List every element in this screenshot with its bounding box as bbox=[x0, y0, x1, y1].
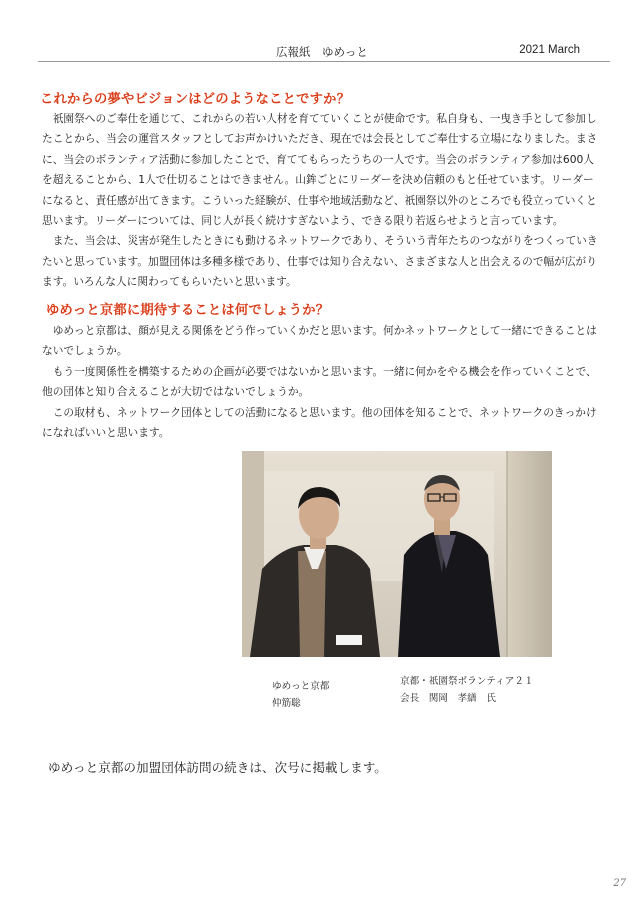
caption-line: ゆめっと京都 bbox=[272, 681, 330, 692]
caption-line: 仲筋聡 bbox=[272, 698, 301, 709]
section-heading-expectations: ゆめっと京都に期待することは何でしょうか？ bbox=[46, 303, 330, 318]
closing-note: ゆめっと京都の加盟団体訪問の続きは、次号に掲載します。 bbox=[48, 760, 387, 775]
caption-line: 京都・祇園祭ボランティア２１ bbox=[400, 676, 534, 687]
header-divider bbox=[38, 61, 610, 62]
paragraph: また、当会は、災害が発生したときにも動けるネットワークであり、そういう青年たちのつながりをつくっていきたいと思っています。加盟団体は多種多様であり、仕事では知り合えない、さまざまな人と出会えるので幅が広がります。いろんな人に関わってもらいたいと思います。 bbox=[42, 234, 598, 289]
newsletter-name: 広報紙 ゆめっと bbox=[276, 45, 368, 59]
section-body-vision bbox=[42, 109, 602, 293]
interview-photo-illustration bbox=[242, 451, 552, 657]
paragraph: この取材も、ネットワーク団体としての活動になると思います。他の団体を知ることで、ネットワークのきっかけになればいいと思います。 bbox=[42, 405, 597, 440]
section-body-expectations bbox=[42, 321, 602, 443]
caption-line: 会長 関岡 孝繕 氏 bbox=[400, 693, 496, 704]
paragraph: ゆめっと京都は、顔が見える関係をどう作っていくかだと思います。何かネットワークとして一緒にできることはないでしょうか。 bbox=[42, 324, 597, 358]
issue-date: 2021 March bbox=[519, 44, 580, 56]
paragraph: 祇園祭へのご奉仕を通じて、これからの若い人材を育てていくことが使命です。私自身も、一曳き手として参加したことから、当会の運営スタッフとしてお声かけいただき、現在では会長としてご奉仕する立場になりました。まさに、当会のボランティア活動に参加したことで、育ててもらったうちの一人です。当会のボランティア参加は600人を超えることから、1人で仕切ることはできません。山鉾ごとにリーダーを決め信頼のもと任せています。リーダーになると、責任感が出てきます。こういった経験が、仕事や地域活動など、祇園祭以外のところでも役立っていくと思います。リーダーについては、同じ人が長く続けすぎないよう、できる限り若返らせようと言っています。 bbox=[42, 112, 598, 228]
section-heading-vision: これからの夢やビジョンはどのようなことですか？ bbox=[40, 92, 351, 107]
page-header bbox=[38, 42, 610, 62]
interview-photo bbox=[242, 451, 552, 657]
paragraph: もう一度関係性を構築するための企画が必要ではないかと思います。一緒に何かをやる機会を作っていくことで、他の団体と知り合えることが大切ではないでしょうか。 bbox=[42, 364, 597, 399]
photo-caption-left bbox=[272, 678, 329, 712]
photo-caption-right bbox=[400, 673, 534, 707]
page-number: 27 bbox=[613, 878, 626, 889]
